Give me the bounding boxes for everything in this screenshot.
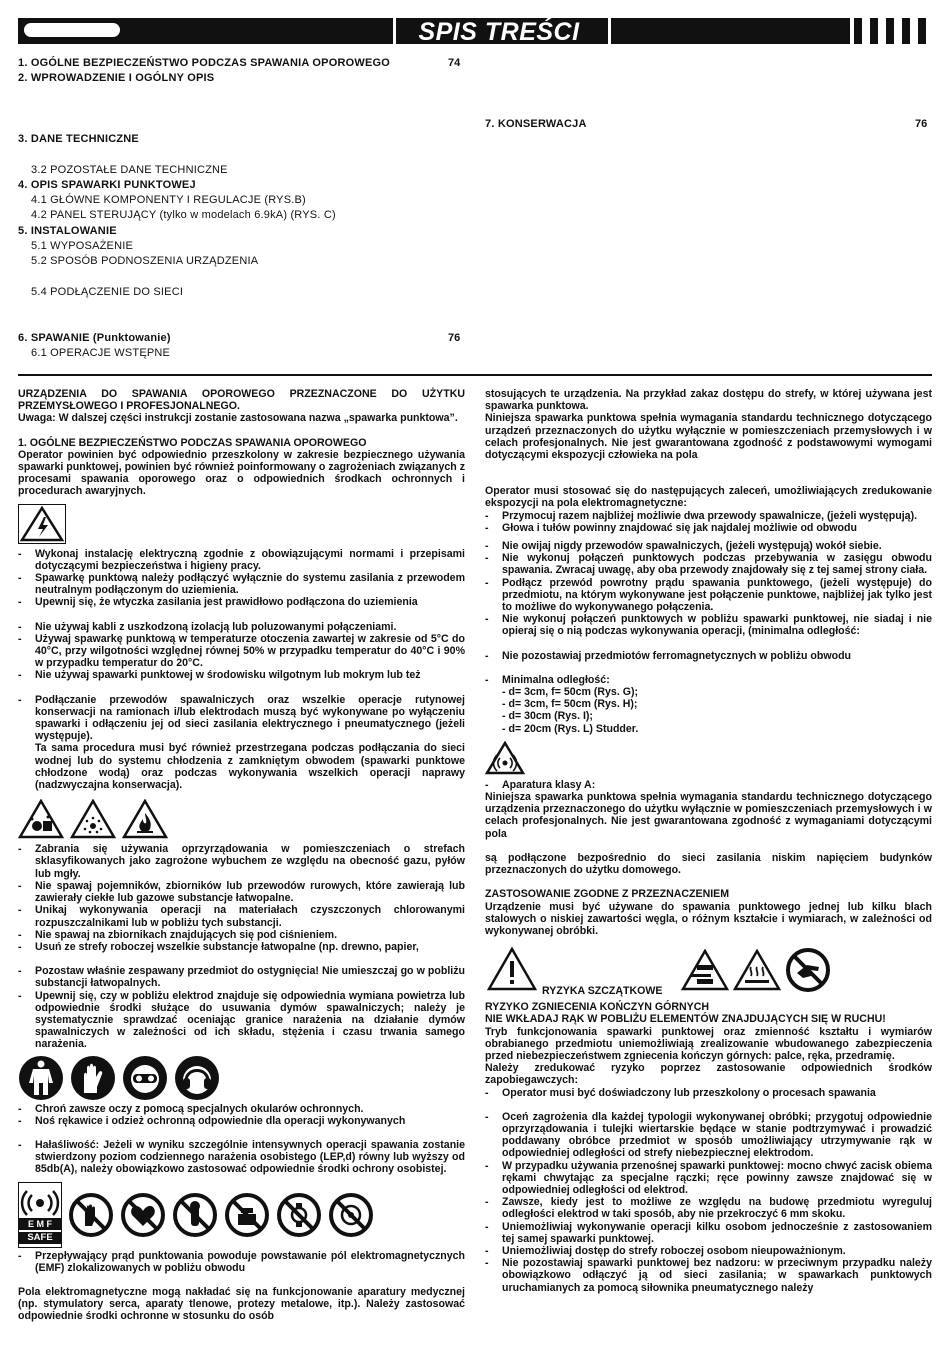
- electric-hazard-icon: [18, 504, 66, 544]
- toc-item[interactable]: 6.1 OPERACJE WSTĘPNE: [31, 347, 171, 359]
- general-warning-icon: [487, 947, 537, 991]
- list-item: - Chroń zawsze oczy z pomocą specjalnych okularów ochronnych.: [18, 1103, 465, 1115]
- list-item: - Pozostaw właśnie zespawany przedmiot do ostygnięcia! Nie umieszczaj go w pobliżu substancji łatwopalnych.: [18, 965, 465, 989]
- toc-item[interactable]: 3. DANE TECHNICZNE: [18, 133, 139, 145]
- explosive-hazard-icon: [18, 799, 64, 839]
- paragraph: Urządzenie musi być używane do spawania punktowego jednej lub kilku blach stalowych o niskiej zawartości węgla, o różnym kształcie i wymiarach, w zależności od wykonywanej obróbki.: [485, 900, 932, 937]
- no-hand-contact-icon: [68, 1192, 114, 1238]
- safety-goggles-icon: [122, 1055, 168, 1101]
- toc-item[interactable]: 5. INSTALOWANIE: [18, 225, 117, 237]
- no-pacemaker-icon: [120, 1192, 166, 1238]
- protective-clothing-icon: [18, 1055, 64, 1101]
- list-item: - Nie spawaj na zbiornikach znajdujących się pod ciśnieniem.: [18, 929, 465, 941]
- emf-label: E M F: [19, 1218, 61, 1230]
- list-item: - Zabrania się używania oprzyrządowania w pomieszczeniach o strefach sklasyfikowanych jako zagrożone wybuchem ze względu na obecność gazu, pyłów lub mgły.: [18, 843, 465, 880]
- paragraph: Należy zredukować ryzyko poprzez zastosowanie odpowiednich środków zapobiegawczych:: [485, 1062, 932, 1087]
- list-item: - Uniemożliwiaj wykonywanie operacji kilku osobom jednocześnie z zastosowaniem tej samej spawarki punktowej.: [485, 1221, 932, 1245]
- left-column: [18, 388, 465, 1323]
- intro-text: URZĄDZENIA DO SPAWANIA OPOROWEGO PRZEZNACZONE DO UŻYTKU PRZEMYSŁOWEGO I PROFESJONALNEGO.: [18, 388, 465, 413]
- right-column: [485, 388, 932, 1294]
- emf-safe-badge: [18, 1182, 62, 1248]
- list-item: - Operator musi być doświadczony lub przeszkolony o procesach spawania: [485, 1087, 932, 1099]
- paragraph: są podłączone bezpośrednio do sieci zasilania niskim napięciem budynków przeznaczonych do użytku domowego.: [485, 851, 932, 877]
- list-item: - Upewnij się, że wtyczka zasilania jest prawidłowo podłączona do uziemienia: [18, 596, 465, 608]
- list-item: - Podłączanie przewodów spawalniczych oraz wszelkie operacje rutynowej konserwacji na ramionach i/lub elektrodach muszą być wykonywane po wyłączeniu spawarki i odłączeniu jej od sieci zasilania elektrycznego i pneumatycznego (jeżeli występuje).: [18, 694, 465, 743]
- list-item: - Głowa i tułów powinny znajdować się jak najdalej możliwie od obwodu: [485, 522, 932, 534]
- residual-risk-row: [485, 945, 932, 1001]
- toc-page: 74: [448, 57, 461, 69]
- distance-item: - d= 20cm (Rys. L) Studder.: [502, 722, 639, 735]
- section-heading: ZASTOSOWANIE ZGODNE Z PRZEZNACZENIEM: [485, 888, 730, 901]
- list-item: - Podłącz przewód powrotny prądu spawania punktowego, (jeżeli występuje) do przedmiotu, na którym wykonywane jest połączenie punktowe, najbliżej jak tylko jest to możliwe do wykonywanego połączenia.: [485, 577, 932, 614]
- header-stripes-decoration: [850, 18, 932, 44]
- toc-item[interactable]: 4. OPIS SPAWARKI PUNKTOWEJ: [18, 179, 196, 191]
- no-magnetic-card-icon: [328, 1192, 374, 1238]
- list-item: - Upewnij się, czy w pobliżu elektrod znajduje się odpowiednia wymiana powietrza lub odpowiednie środki służące do usuwania dymów spawalniczych; należy je systematycznie sprawdzać oceniając granice narażenia na działanie dymów spawalniczych w zależności od ich składu, stężenia i czasu trwania samego narażenia.: [18, 990, 465, 1051]
- gloves-icon: [70, 1055, 116, 1101]
- paragraph: Niniejsza spawarka punktowa spełnia wymagania standardu technicznego dotyczącego urządzenia przeznaczonego do użytku wyłącznie w pomieszczeniach przemysłowych i w celach profesjonalnych. Nie jest gwarantowana zgodność z wymaganiami dotyczącymi pola: [485, 791, 932, 840]
- explosion-hazard-icon: [70, 799, 116, 839]
- list-item: - Nie używaj kabli z uszkodzoną izolacją lub poluzowanymi połączeniami.: [18, 621, 465, 633]
- list-item: - Nie wykonuj połączeń punktowych w pobliżu spawarki punktowej, nie siadaj i nie opieraj się o nią podczas wykonywania operacji, (minimalna odległość:: [485, 613, 932, 637]
- header-pill-decoration: [24, 23, 120, 37]
- list-item: - Spawarkę punktową należy podłączyć wyłącznie do systemu zasilania z przewodem neutralnym podłączonym do uziemienia.: [18, 572, 465, 596]
- list-item: - Aparatura klasy A:: [485, 779, 932, 791]
- section-divider: [18, 374, 932, 376]
- risk-heading: RYZYKO ZGNIECENIA KOŃCZYN GÓRNYCH: [485, 1001, 710, 1014]
- toc-item[interactable]: 1. OGÓLNE BEZPIECZEŃSTWO PODCZAS SPAWANIA OPOROWEGO: [18, 57, 391, 69]
- paragraph: Operator powinien być odpowiednio przeszkolony w zakresie bezpiecznego używania spawarki punktowej, powinien być również poinformowany o zagrożeniach związanych z procesami spawania oporowego oraz o odpowiednich środkach ochronnych i procedurach awaryjnych.: [18, 448, 465, 498]
- list-item: - Używaj spawarkę punktową w temperaturze otoczenia zawartej w zakresie od 5°C do 40°C, przy wilgotności względnej równej 50% w przypadku temperatur do 40°C i 90% w przypadku temperatur do 20°C.: [18, 633, 465, 670]
- list-item: - Nie pozostawiaj spawarki punktowej bez nadzoru: w przeciwnym przypadku należy obowiązkowo odłączyć ją od sieci zasilania; w spawarkach punktowych uruchamianych za pomocą siłownika pneumatycznego należy: [485, 1257, 932, 1294]
- crushing-hazard-icon: [681, 949, 729, 991]
- flammable-hazard-icon: [122, 799, 168, 839]
- list-item: - Nie pozostawiaj przedmiotów ferromagnetycznych w pobliżu obwodu: [485, 650, 932, 662]
- toc-item[interactable]: 2. WPROWADZENIE I OGÓLNY OPIS: [18, 72, 215, 84]
- list-item: - Unikaj wykonywania operacji na materiałach czyszczonych chlorowanymi rozpuszczalnikami lub w pobliżu tych substancji.: [18, 904, 465, 928]
- list-item: - Noś rękawice i odzież ochronną odpowiednie dla operacji wykonywanych: [18, 1115, 465, 1127]
- list-item: - Minimalna odległość:: [485, 674, 932, 686]
- distance-item: - d= 3cm, f= 50cm (Rys. G);: [502, 686, 639, 699]
- ear-protection-icon: [174, 1055, 220, 1101]
- emf-warning-icon: [485, 741, 525, 775]
- toc-item[interactable]: 7. KONSERWACJA: [485, 118, 587, 130]
- distance-item: - d= 30cm (Rys. I);: [502, 710, 593, 723]
- safe-label: SAFE: [19, 1232, 61, 1244]
- toc-item[interactable]: 6. SPAWANIE (Punktowanie): [18, 332, 171, 344]
- list-item: - Usuń ze strefy roboczej wszelkie substancje łatwopalne (np. drewno, papier,: [18, 941, 465, 953]
- list-item: - Hałaśliwość: Jeżeli w wyniku szczególnie intensywnych operacji spawania zostanie stwierdzony poziom codziennego narażenia osobistego (LEP,d) równy lub wyższy od 85db(A), należy obowiązkowo zastosować odpowiednie środki ochrony osobistej.: [18, 1139, 465, 1176]
- list-item: - Uniemożliwiaj dostęp do strefy roboczej osobom nieupoważnionym.: [485, 1245, 932, 1257]
- list-item: - Nie wykonuj połączeń punktowych podczas przebywania w zasięgu obwodu spawania. Zwracaj uwagę, aby oba przewody znajdowały się z tej samej strony ciała.: [485, 552, 932, 576]
- toc-item[interactable]: 5.4 PODŁĄCZENIE DO SIECI: [31, 286, 184, 298]
- paragraph: stosujących te urządzenia. Na przykład zakaz dostępu do strefy, w której używana jest spawarka punktowa.: [485, 388, 932, 413]
- risk-warning: NIE WKŁADAJ RĄK W POBLIŻU ELEMENTÓW ZNAJDUJĄCYCH SIĘ W RUCHU!: [485, 1013, 886, 1026]
- list-item: - Nie owijaj nigdy przewodów spawalniczych, (jeżeli występują) wokół siebie.: [485, 540, 932, 552]
- paragraph: Operator musi stosować się do następujących zaleceń, umożliwiających zredukowanie ekspozycji na pola elektromagnetyczne:: [485, 485, 932, 510]
- toc-item[interactable]: 5.2 SPOSÓB PODNOSZENIA URZĄDZENIA: [31, 255, 259, 267]
- list-item: - W przypadku używania przenośnej spawarki punktowej: mocno chwyć zacisk obiema rękami chwytając za specjalne rączki; ręce powinny zawsze znajdować się w odpowiedniej odległości od elektrod.: [485, 1160, 932, 1197]
- list-item: - Nie używaj spawarki punktowej w środowisku wilgotnym lub mokrym lub też: [18, 669, 465, 681]
- distance-item: - d= 3cm, f= 50cm (Rys. H);: [502, 698, 638, 711]
- no-metal-objects-icon: [224, 1192, 270, 1238]
- list-item: - Wykonaj instalację elektryczną zgodnie z obowiązującymi normami i przepisami dotyczącymi bezpieczeństwa i higieny pracy.: [18, 548, 465, 572]
- note-text: Uwaga: W dalszej części instrukcji zostanie zastosowana nazwa „spawarka punktowa”.: [18, 412, 458, 425]
- header-bar: [18, 18, 932, 44]
- page-title: SPIS TREŚCI: [418, 18, 580, 46]
- emf-radiation-icon: [20, 1185, 60, 1217]
- toc-item[interactable]: 4.2 PANEL STERUJĄCY (tylko w modelach 6.9kA) (RYS. C): [31, 209, 336, 221]
- no-watch-icon: [276, 1192, 322, 1238]
- toc-item[interactable]: 3.2 POZOSTAŁE DANE TECHNICZNE: [31, 164, 228, 176]
- risk-label: RYZYKA SZCZĄTKOWE: [542, 985, 663, 998]
- paragraph: Ta sama procedura musi być również przestrzegana podczas podłączania do sieci wodnej lub do systemu chłodzenia z zamkniętym obwodem (spawarki punktowe chłodzone wodą) oraz podczas wykonywania wszelkich operacji naprawy (nadzwyczajna konserwacja).: [35, 742, 465, 792]
- list-item: - Przymocuj razem najbliżej możliwie dwa przewody spawalnicze, (jeżeli występują).: [485, 510, 932, 522]
- section-heading: 1. OGÓLNE BEZPIECZEŃSTWO PODCZAS SPAWANIA OPOROWEGO: [18, 436, 367, 449]
- paragraph: Pola elektromagnetyczne mogą nakładać się na funkcjonowanie aparatury medycznej (np. stymulatory serca, aparaty tlenowe, protezy metalowe, itp.). Należy zastosować odpowiednie środki ochronne w stosunku do osób: [18, 1285, 465, 1323]
- no-metal-implant-icon: [172, 1192, 218, 1238]
- toc-page: 76: [448, 332, 461, 344]
- toc-item[interactable]: 4.1 GŁÓWNE KOMPONENTY I REGULACJE (RYS.B): [31, 194, 306, 206]
- list-item: - Przepływający prąd punktowania powoduje powstawanie pól elektromagnetycznych (EMF) zlokalizowanych w pobliżu obwodu: [18, 1250, 465, 1274]
- list-item: - Oceń zagrożenia dla każdej typologii wykonywanej obróbki; przygotuj odpowiednie oprzyrządowania i tulejki wiertarskie będące w stanie podtrzymywać i prowadzić poddawany obróbce przedmiot w sposób umożliwiający utrzymywanie rąk w odpowiedniej odległości od strefy niebezpiecznej elektrodom.: [485, 1111, 932, 1160]
- paragraph: Tryb funkcjonowania spawarki punktowej oraz zmienność kształtu i wymiarów obrabianego przedmiotu uniemożliwiają zrealizowanie wbudowanego zabezpieczenia przed niebezpieczeństwem zgniecenia kończyn górnych: palce, ręka, przedramię.: [485, 1025, 932, 1062]
- list-item: - Zawsze, kiedy jest to możliwe ze względu na budowę przedmiotu wyreguluj odległości elektrod w taki sposób, aby nie przekroczyć 6 mm skoku.: [485, 1196, 932, 1220]
- hot-surface-icon: [733, 949, 781, 991]
- no-hands-in-moving-parts-icon: [785, 947, 831, 993]
- paragraph: Niniejsza spawarka punktowa spełnia wymagania standardu technicznego dotyczącego urządzeń przeznaczonych do użytku wyłącznie w pomieszczeniach przemysłowych i w celach profesjonalnych. Nie jest gwarantowana zgodność z podstawowymi wymogami dotyczącymi ekspozycji człowieka na pola: [485, 412, 932, 462]
- toc-item[interactable]: 5.1 WYPOSAŻENIE: [31, 240, 134, 252]
- list-item: - Nie spawaj pojemników, zbiorników lub przewodów rurowych, które zawierają lub zawierały ciekłe lub gazowe substancje łatwopalne.: [18, 880, 465, 904]
- toc-page: 76: [915, 118, 928, 130]
